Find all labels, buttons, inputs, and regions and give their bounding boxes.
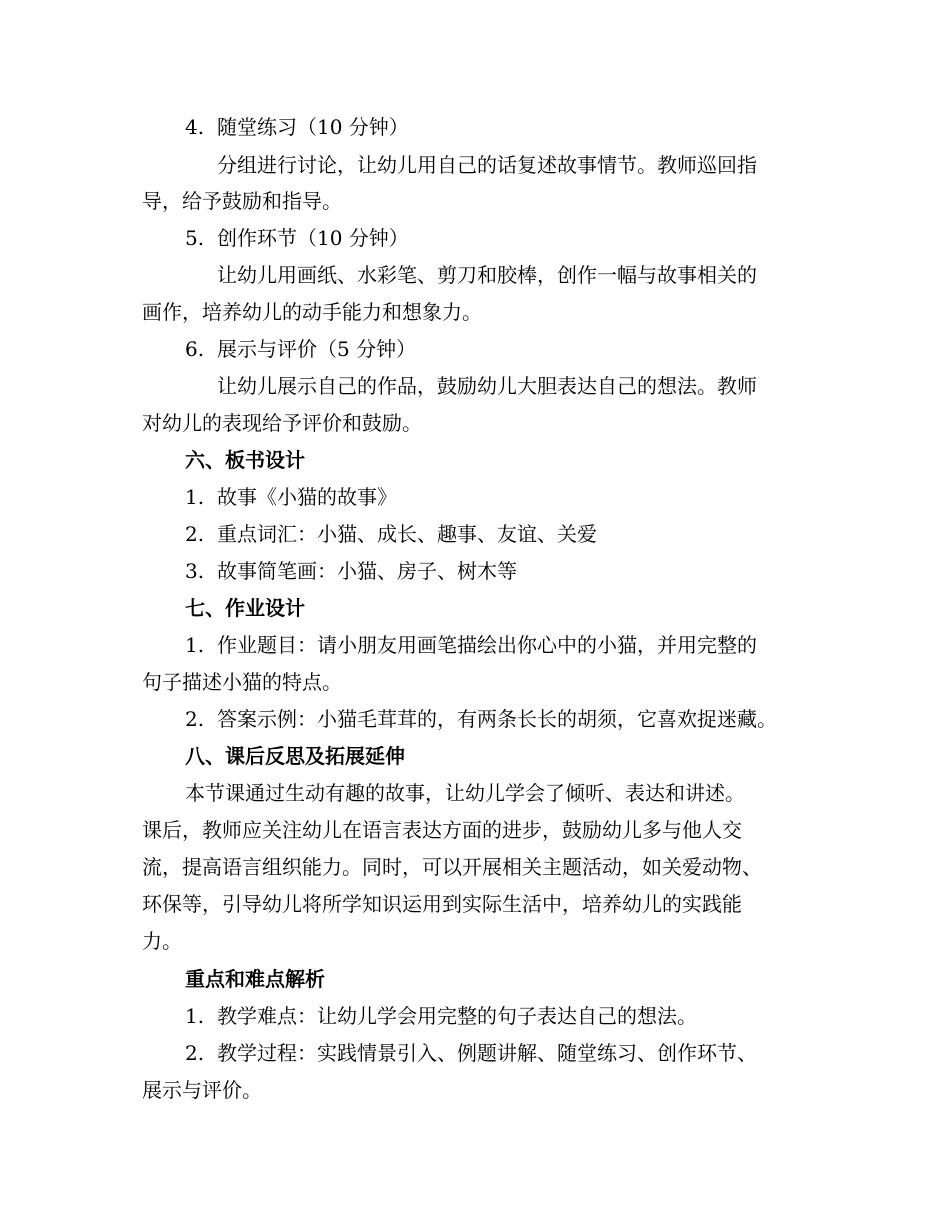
list-item bbox=[0, 556, 950, 586]
list-item bbox=[0, 1001, 950, 1031]
section-heading-key-points: 重点和难点解析 bbox=[185, 967, 325, 991]
paragraph-line: 本节课通过生动有趣的故事，让幼儿学会了倾听、表达和讲述。 bbox=[185, 781, 745, 805]
item-4-heading bbox=[0, 112, 950, 142]
paragraph-line: 句子描述小猫的特点。 bbox=[142, 670, 342, 694]
item-text: 教学难点：让幼儿学会用完整的句子表达自己的想法。 bbox=[217, 1004, 697, 1028]
paragraph-line: 让幼儿展示自己的作品，鼓励幼儿大胆表达自己的想法。教师 bbox=[217, 374, 757, 398]
paragraph-line: 环保等，引导幼儿将所学知识运用到实际生活中，培养幼儿的实践能 bbox=[142, 892, 742, 916]
list-item bbox=[0, 482, 950, 512]
section-heading-6: 六、板书设计 bbox=[185, 448, 305, 472]
item-number: 6. bbox=[185, 337, 205, 361]
item-number: 1. bbox=[185, 1004, 205, 1028]
item-text: 作业题目：请小朋友用画笔描绘出你心中的小猫，并用完整的 bbox=[217, 633, 757, 657]
paragraph-line: 力。 bbox=[142, 929, 182, 953]
paragraph-line: 画作，培养幼儿的动手能力和想象力。 bbox=[142, 300, 482, 324]
item-5-heading bbox=[0, 223, 950, 253]
item-text: 重点词汇：小猫、成长、趣事、友谊、关爱 bbox=[217, 522, 597, 546]
list-item bbox=[0, 1038, 950, 1068]
item-title: 随堂练习（10 分钟） bbox=[217, 115, 409, 139]
item-number: 5. bbox=[185, 226, 205, 250]
item-number: 1. bbox=[185, 485, 205, 509]
section-heading-7: 七、作业设计 bbox=[185, 596, 305, 620]
item-number: 1. bbox=[185, 633, 205, 657]
paragraph-line: 展示与评价。 bbox=[142, 1078, 262, 1102]
item-number: 4. bbox=[185, 115, 205, 139]
paragraph-line: 流，提高语言组织能力。同时，可以开展相关主题活动，如关爱动物、 bbox=[142, 855, 762, 879]
list-item bbox=[0, 519, 950, 549]
item-number: 2. bbox=[185, 1041, 205, 1065]
item-number: 2. bbox=[185, 707, 205, 731]
paragraph-line: 课后，教师应关注幼儿在语言表达方面的进步，鼓励幼儿多与他人交 bbox=[142, 818, 742, 842]
list-item bbox=[0, 630, 950, 660]
paragraph-line: 让幼儿用画纸、水彩笔、剪刀和胶棒，创作一幅与故事相关的 bbox=[217, 263, 757, 287]
section-heading-8: 八、课后反思及拓展延伸 bbox=[185, 744, 405, 768]
item-title: 展示与评价（5 分钟） bbox=[217, 337, 417, 361]
paragraph-line: 对幼儿的表现给予评价和鼓励。 bbox=[142, 411, 422, 435]
paragraph-line: 分组进行讨论，让幼儿用自己的话复述故事情节。教师巡回指 bbox=[217, 153, 757, 177]
item-title: 创作环节（10 分钟） bbox=[217, 226, 409, 250]
item-text: 故事简笔画：小猫、房子、树木等 bbox=[217, 559, 517, 583]
item-text: 教学过程：实践情景引入、例题讲解、随堂练习、创作环节、 bbox=[217, 1041, 757, 1065]
item-6-heading bbox=[0, 334, 950, 364]
list-item bbox=[0, 704, 950, 734]
item-number: 3. bbox=[185, 559, 205, 583]
paragraph-line: 导，给予鼓励和指导。 bbox=[142, 189, 342, 213]
item-text: 故事《小猫的故事》 bbox=[217, 485, 397, 509]
item-text: 答案示例：小猫毛茸茸的，有两条长长的胡须，它喜欢捉迷藏。 bbox=[217, 707, 777, 731]
item-number: 2. bbox=[185, 522, 205, 546]
